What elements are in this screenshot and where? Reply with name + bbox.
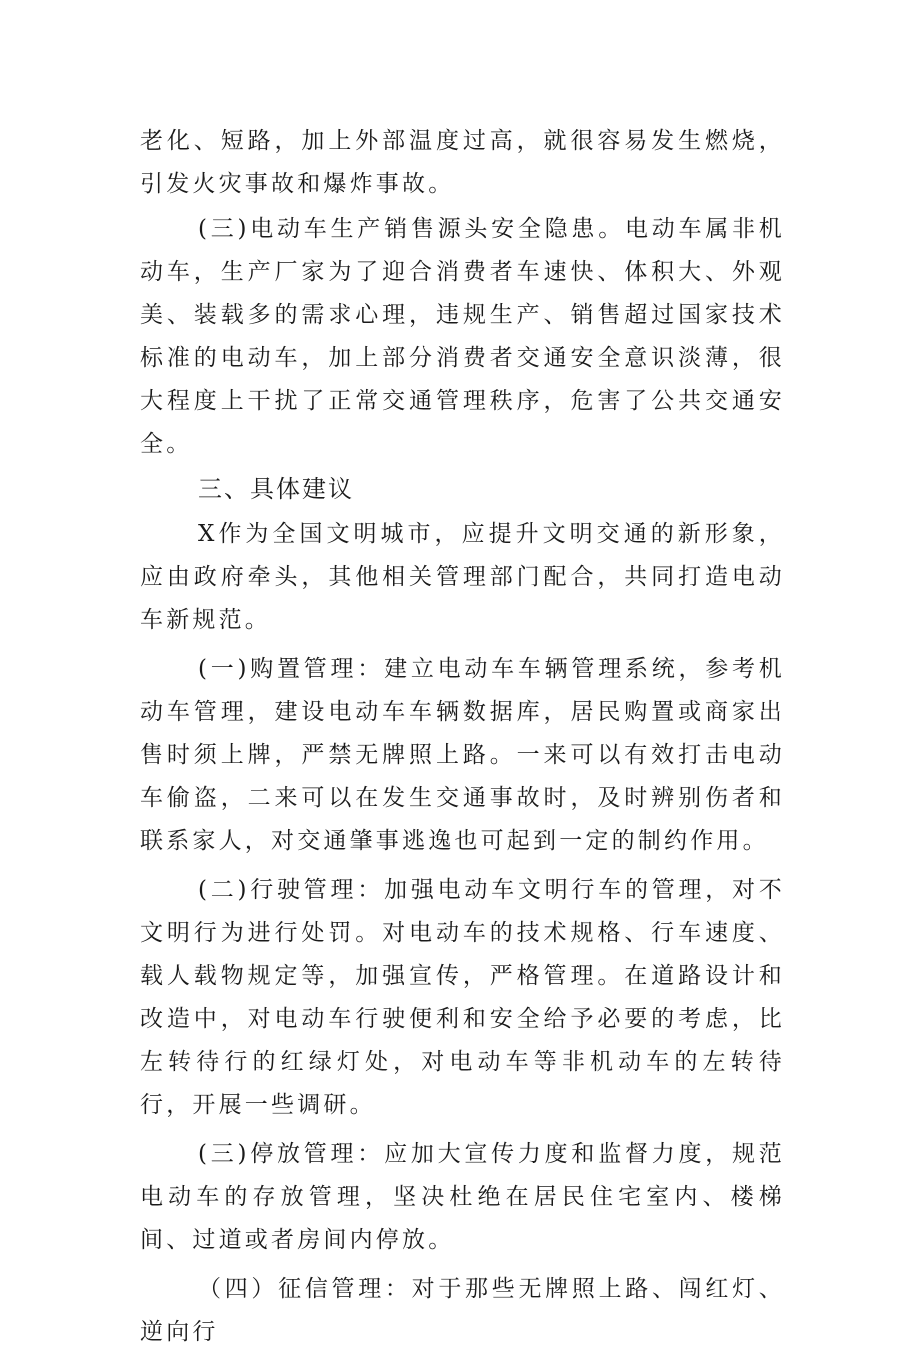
paragraph-purchase-management: (一)购置管理：建立电动车车辆管理系统，参考机动车管理，建设电动车车辆数据库，居民购置或商家出售时须上牌，严禁无牌照上路。一来可以有效打击电动车偷盗，二来可以在发生交通事故时，及时辨别伤者和联系家人，对交通肇事逃逸也可起到一定的制约作用。 xyxy=(140,656,785,854)
paragraph-credit-management: （四）征信管理：对于那些无牌照上路、闯红灯、逆向行 xyxy=(140,1276,785,1345)
paragraph-driving-management: (二)行驶管理：加强电动车文明行车的管理，对不文明行为进行处罚。对电动车的技术规格、行车速度、载人载物规定等，加强宣传，严格管理。在道路设计和改造中，对电动车行驶便利和安全给予必要的考虑，比左转待行的红绿灯处，对电动车等非机动车的左转待行，开展一些调研。 xyxy=(140,877,785,1118)
paragraph-continuation: 老化、短路，加上外部温度过高，就很容易发生燃烧，引发火灾事故和爆炸事故。 xyxy=(140,128,785,197)
paragraph-production-sales-hazard: (三)电动车生产销售源头安全隐患。电动车属非机动车，生产厂家为了迎合消费者车速快、体积大、外观美、装载多的需求心理，违规生产、销售超过国家技术标准的电动车，加上部分消费者交通安全意识淡薄，很大程度上干扰了正常交通管理秩序，危害了公共交通安全。 xyxy=(140,216,785,457)
document-body xyxy=(140,120,785,1354)
paragraph-parking-management: (三)停放管理：应加大宣传力度和监督力度，规范电动车的存放管理，坚决杜绝在居民住宅室内、楼梯间、过道或者房间内停放。 xyxy=(140,1141,785,1253)
section-heading-specific-suggestions: 三、具体建议 xyxy=(198,475,354,503)
paragraph-intro: X作为全国文明城市，应提升文明交通的新形象，应由政府牵头，其他相关管理部门配合，共同打造电动车新规范。 xyxy=(140,521,785,633)
